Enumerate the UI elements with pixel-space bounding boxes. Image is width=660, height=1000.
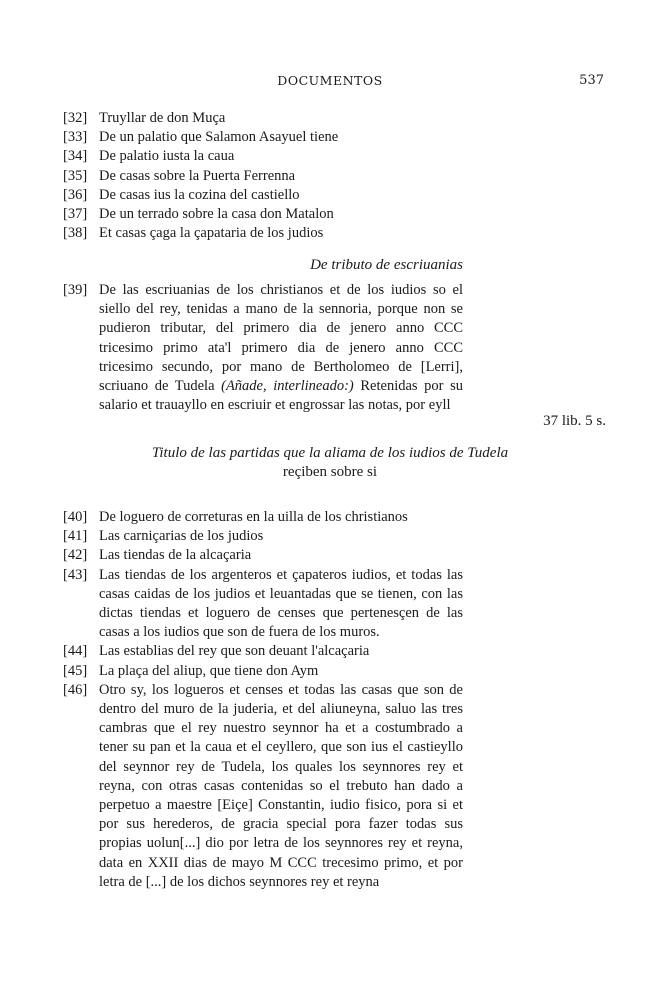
entry-text: Truyllar de don Muça [99,110,226,126]
entry-number: [41] [63,528,88,545]
entry-number: [45] [63,662,88,679]
section-subtitle: reçiben sobre si [282,464,378,480]
entry-text: De un terrado sobre la casa don Matalon [99,206,334,223]
entry-text: De casas sobre la Puerta Ferrenna [99,167,296,184]
section-title: Titulo de las partidas que la aliama de los iudios de Tudela [151,445,509,461]
entry-number: [38] [63,225,88,242]
list-item [63,205,463,224]
entry-number: [34] [63,148,88,165]
entry-text-continued: Retenidas por su salario et trauayllo en escriuir et engrossar las notas, por eyll [99,378,463,414]
entry-number: [43] [63,566,88,583]
entry-text: La plaça del aliup, que tiene don Aym [99,662,319,679]
entry-text: De las escriuanias de los christianos et de los iudios so el siello del rey, tenidas a mano de la sennoria, porque non se pudieron tributar, del primero dia de jenero anno CCC tricesimo primo ata'l primero dia de jenero anno CCC tricesimo secundo, por mano de Bertholomeo de [Lerri], scriuano de Tudela [99,282,463,395]
entry-text: Otro sy, los logueros et censes et todas las casas que son de dentro del muro de la juderia, et del aliuneyna, saluo las tres cambras que el rey nuestro seynnor ha et a costumbrado a tener su pan et la caua et el ceyllero, que son ius el castieyllo del seynnor rey de Tudela, los quales los seynnores rey et reyna, con otras casas contenidas so el trebuto han dado a perpetuo a maestre [Eiçe] Constantin, iudio fisico, pora si et por sus herederos, de gracia special pora fazer todas sus propias uolun[...] dio por letra de los seynnores rey et reyna, data en XXII dias de mayo M CCC trecesimo primo, et por letra de [...] de los dichos seynnores rey et reyna [99,681,463,890]
list-item [63,224,463,243]
list-item [63,527,463,546]
entry-number: [44] [63,643,88,660]
list-item [63,681,463,892]
entry-text: Las tiendas de los argenteros et çapateros iudios, et todas las casas caidas de los judios et leuantadas que se tienen, con las dictas tiendas et loguero de censes que pertenesçen de las casas a los iudios que son de fuera de los muros. [99,566,463,641]
section-title: De tributo de escriuanias [310,257,463,273]
entry-number: [40] [63,509,88,525]
entry-text: Las carniçarias de los judios [99,528,264,545]
entry-number: [42] [63,547,88,564]
section-heading-2 [63,444,597,482]
entry-number: [46] [63,681,88,698]
entry-39 [63,281,463,415]
list-item [63,186,463,205]
entry-text: Et casas çaga la çapataria de los judios [99,225,324,242]
entry-number: [33] [63,129,88,146]
entry-number: [37] [63,206,88,223]
entry-text: De loguero de correturas en la uilla de los christianos [99,509,408,525]
running-head: DOCUMENTOS [277,73,383,88]
editorial-note: (Añade, interlineado:) [221,378,354,395]
list-item [63,147,463,166]
list-item [63,128,463,147]
entry-list-a [63,109,463,243]
list-item [63,109,463,128]
list-item [63,662,463,681]
list-item [63,167,463,186]
section-heading [63,256,463,275]
list-item [63,566,463,643]
entry-text: De un palatio que Salamon Asayuel tiene [99,129,339,146]
entry-text: Las tiendas de la alcaçaria [99,547,252,564]
list-item [63,546,463,565]
list-item [63,508,463,527]
entry-number: [35] [63,167,88,184]
entry-text: De casas ius la cozina del castiello [99,186,300,203]
entry-list-b [63,508,463,892]
entry-number: [36] [63,186,88,203]
entry-text: De palatio iusta la caua [99,148,235,165]
list-item [63,642,463,661]
entry-number: [32] [63,110,88,126]
entry-text: Las establias del rey que son deuant l'alcaçaria [99,643,370,660]
entry-number: [39] [63,282,88,298]
amount-value: 37 lib. 5 s. [543,413,606,429]
page-number: 537 [579,73,604,88]
list-item [63,281,463,415]
